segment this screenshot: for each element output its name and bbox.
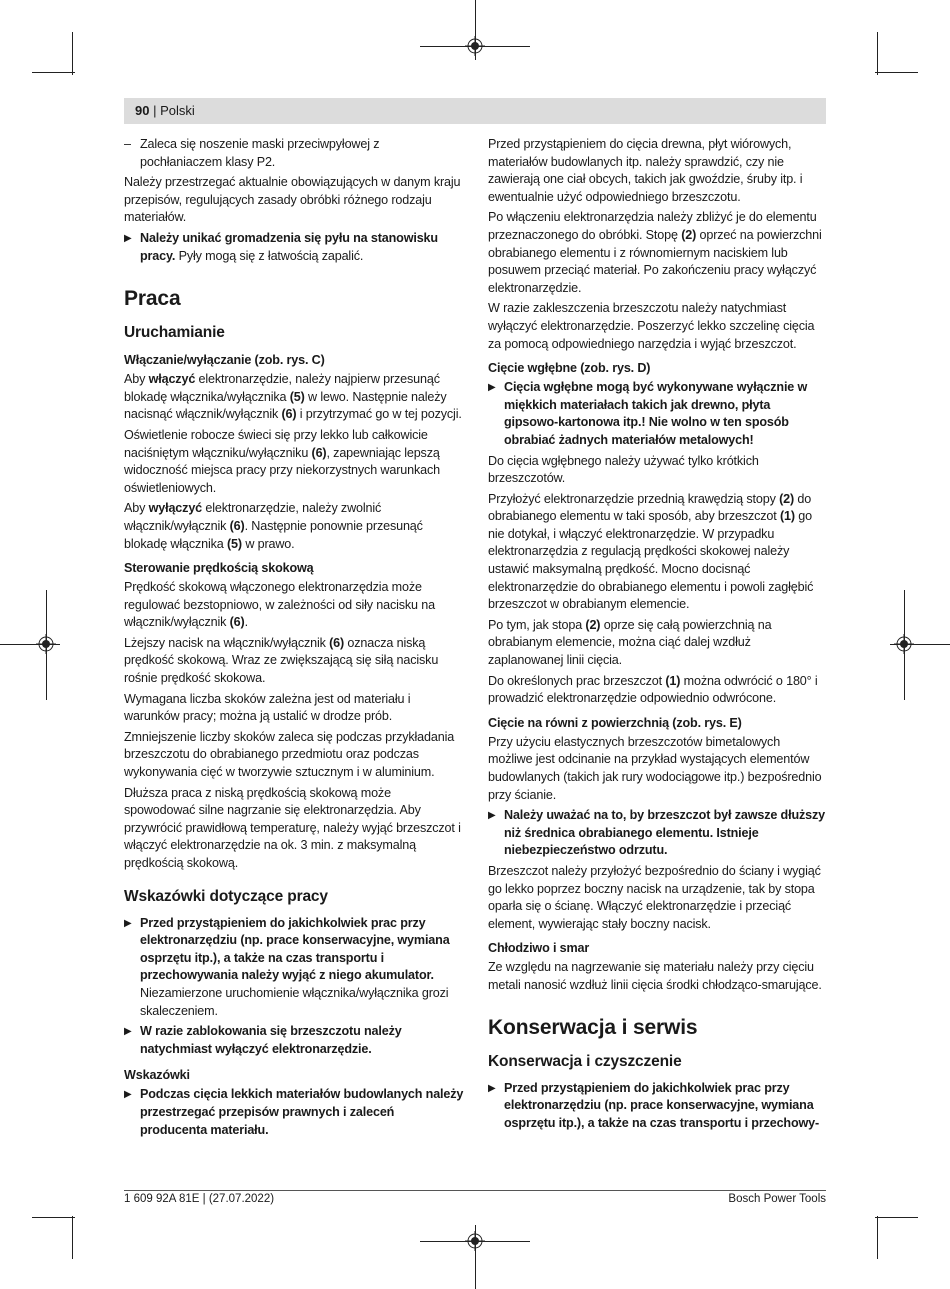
heading-wskazowki-pracy: Wskazówki dotyczące pracy bbox=[124, 887, 328, 905]
text-fragment: elektronarzędzie, należy najpierw przesunąć blokadę włącznika/wyłącznika bbox=[124, 372, 440, 404]
text-fragment: Do określonych prac brzeszczot bbox=[488, 673, 666, 688]
text-bold: włączyć bbox=[148, 372, 196, 387]
paragraph-long-work: Dłuższa praca z niską prędkością skokową może spowodować silne nagrzanie się elektronarzędzia. Aby przywrócić prawidłową temperaturę, należy wyjąć brzeszczot i włączyć elektronarzędzie na ok. 3 min. z maksymalną prędkością skokową. bbox=[124, 785, 461, 870]
text-fragment: można odwrócić o 180° i prowadzić elektronarzędzie odpowiednio odwrócone. bbox=[488, 673, 818, 706]
page-number: 90 bbox=[135, 103, 150, 118]
paragraph-reduce-strokes: Zmniejszenie liczby skoków zaleca się podczas przykładania brzeszczotu do obrabianego przedmiotu oraz podczas wykonywania cięć w tworzywie sztucznym i w aluminium. bbox=[124, 729, 455, 780]
warning-battery-text: Niezamierzone uruchomienie włącznika/wyłącznika grozi skaleczeniem. bbox=[140, 985, 449, 1018]
text-fragment: Oświetlenie robocze świeci się przy lekko lub całkowicie naciśniętym włączniku/wyłączniku bbox=[124, 427, 428, 460]
page-header bbox=[124, 98, 826, 124]
text-fragment: w lewo. Następnie należy nacisnąć włącznik/wyłącznik bbox=[124, 389, 447, 422]
ref-number: (2) bbox=[681, 227, 697, 242]
crop-mark-top-right-h bbox=[875, 72, 918, 73]
warning-blade-length-bold: Należy uważać na to, by brzeszczot był zawsze dłuższy niż średnica obrabianego elementu. Istnieje niebezpieczeństwo odrzutu. bbox=[504, 808, 825, 858]
paragraph-switch-off bbox=[124, 500, 464, 553]
warning-maintenance bbox=[488, 1080, 826, 1133]
warning-battery-bold: Przed przystąpieniem do jakichkolwiek prac przy elektronarzędziu (np. prace konserwacyjne, wymiana osprzętu itp.), a także na czas transportu i przechowywania należy wyjąć z niego akumulator. bbox=[140, 915, 450, 983]
warning-plunge bbox=[488, 379, 826, 449]
left-column bbox=[124, 136, 464, 1142]
text-fragment: Po tym, jak stopa bbox=[488, 617, 586, 632]
footer-doc-id: 1 609 92A 81E | (27.07.2022) bbox=[124, 1193, 275, 1205]
heading-wglebne: Cięcie wgłębne (zob. rys. D) bbox=[488, 361, 651, 376]
text-fragment: Aby bbox=[124, 372, 149, 387]
text-fragment: Lżejszy nacisk na włącznik/wyłącznik bbox=[124, 635, 330, 650]
ref-number: (2) bbox=[779, 491, 795, 506]
heading-uruchamianie: Uruchamianie bbox=[124, 324, 225, 342]
footer-brand: Bosch Power Tools bbox=[728, 1193, 826, 1205]
header-language: Polski bbox=[160, 103, 195, 118]
heading-wskazowki: Wskazówki bbox=[124, 1068, 190, 1083]
warning-light-materials-bold: Podczas cięcia lekkich materiałów budowlanych należy przestrzegać przepisów prawnych i zaleceń producenta materiału. bbox=[140, 1087, 464, 1137]
page-footer bbox=[124, 1190, 826, 1205]
warning-blade-jam-bold: W razie zablokowania się brzeszczotu należy natychmiast wyłączyć elektronarzędzie. bbox=[140, 1024, 402, 1056]
warning-dust bbox=[124, 230, 464, 265]
registration-line-left-h bbox=[0, 644, 60, 645]
ref-number: (1) bbox=[779, 509, 795, 524]
heading-sterowanie: Sterowanie prędkością skokową bbox=[124, 561, 314, 576]
text-bold: wyłączyć bbox=[148, 501, 203, 516]
ref-number: (1) bbox=[665, 673, 681, 688]
warning-light-materials bbox=[124, 1086, 464, 1139]
paragraph-jam: W razie zakleszczenia brzeszczotu należy natychmiast wyłączyć elektronarzędzie. Poszerzyć lekko szczelinę cięcia za pomocą odpowiedniego narzędzia i wyjąć brzeszczot. bbox=[488, 301, 815, 351]
text-fragment: do obrabianego elementu w taki sposób, aby brzeszczot bbox=[488, 491, 812, 524]
registration-line-left-v bbox=[46, 590, 47, 700]
registration-line-top-v bbox=[475, 0, 476, 60]
paragraph-switch-on bbox=[124, 371, 464, 424]
paragraph-flush: Przy użyciu elastycznych brzeszczotów bimetalowych możliwe jest odcinanie na przykład wystających elementów budowlanych (takich jak rury wodociągowe itp.) bezpośrednio przy ścianie. bbox=[488, 734, 822, 802]
registration-line-bottom-v bbox=[475, 1225, 476, 1289]
warning-blade-length bbox=[488, 807, 826, 860]
paragraph-plunge bbox=[488, 491, 826, 614]
registration-line-right-v bbox=[904, 590, 905, 700]
text-fragment: oprzeć na powierzchni obrabianego elementu i z równomiernym naciskiem lub posuwem przeciąć materiał. Po zakończeniu pracy wyłączyć elektronarzędzie. bbox=[488, 227, 822, 295]
paragraph-approach bbox=[488, 209, 826, 297]
paragraph-after-foot bbox=[488, 617, 826, 670]
ref-number: (6) bbox=[329, 635, 345, 650]
paragraph-work-light bbox=[124, 427, 464, 497]
heading-konserwacja: Konserwacja i serwis bbox=[488, 1015, 698, 1039]
text-fragment: Po włączeniu elektronarzędzia należy zbliżyć je do elementu przeznaczonego do obróbki. Stopę bbox=[488, 210, 817, 242]
crop-mark-bottom-right-h bbox=[875, 1217, 918, 1218]
text-fragment: . bbox=[244, 615, 248, 630]
paragraph-coolant: Ze względu na nagrzewanie się materiału należy przy cięciu metali nanosić wzdłuż linii cięcia środki chłodząco-smarujące. bbox=[488, 960, 822, 992]
text-fragment: , zapewniając lepszą widoczność miejsca pracy przy niekorzystnych warunkach oświetleniowych. bbox=[124, 445, 440, 495]
ref-number: (5) bbox=[289, 389, 305, 404]
ref-number: (6) bbox=[229, 518, 245, 533]
crop-mark-bottom-right-v bbox=[877, 1216, 878, 1259]
heading-praca: Praca bbox=[124, 287, 181, 311]
text-fragment: Przyłożyć elektronarzędzie przednią krawędzią stopy bbox=[488, 491, 780, 506]
ref-number: (2) bbox=[585, 617, 601, 632]
text-fragment: i przytrzymać go w tej pozycji. bbox=[296, 407, 462, 422]
ref-number: (5) bbox=[227, 536, 242, 551]
heading-rowni: Cięcie na równi z powierzchnią (zob. rys. E) bbox=[488, 715, 742, 730]
ref-number: (6) bbox=[311, 445, 327, 460]
heading-wlaczanie: Włączanie/wyłączanie (zob. rys. C) bbox=[124, 353, 325, 368]
header-separator: | bbox=[153, 103, 161, 118]
right-column bbox=[488, 136, 826, 1135]
paragraph-reverse bbox=[488, 673, 826, 708]
ref-number: (6) bbox=[281, 407, 297, 422]
warning-blade-jam bbox=[124, 1023, 464, 1058]
paragraph-before-cutting: Przed przystąpieniem do cięcia drewna, płyt wiórowych, materiałów budowlanych itp. należy sprawdzić, czy nie zawierają one ciał obcych, takich jak gwoździe, śruby itp. i ewentualnie użyć odpowiedniego brzeszczotu. bbox=[488, 137, 803, 204]
warning-dust-text: Pyły mogą się z łatwością zapalić. bbox=[175, 248, 364, 263]
crop-mark-top-left-v bbox=[72, 32, 73, 75]
registration-line-right-h bbox=[890, 644, 950, 645]
paragraph-required-strokes: Wymagana liczba skoków zależna jest od materiału i warunków pracy; można ją ustalić w drodze prób. bbox=[124, 691, 411, 724]
paragraph-regulations: Należy przestrzegać aktualnie obowiązujących w danym kraju przepisów, regulujących zasady obróbki różnego rodzaju materiałów. bbox=[124, 175, 461, 225]
text-fragment: . Następnie ponownie przesunąć blokadę włącznika bbox=[124, 518, 423, 551]
text-fragment: Prędkość skokową włączonego elektronarzędzia może regulować bezstopniowo, w zależności od siły nacisku na włącznik/wyłącznik bbox=[124, 580, 435, 630]
paragraph-speed bbox=[124, 579, 464, 632]
text-fragment: elektronarzędzie, należy zwolnić włącznik/wyłącznik bbox=[124, 501, 382, 533]
crop-mark-bottom-left-h bbox=[32, 1217, 75, 1218]
ref-number: (6) bbox=[229, 615, 245, 630]
paragraph-short-blades: Do cięcia wgłębnego należy używać tylko krótkich brzeszczotów. bbox=[488, 453, 759, 486]
paragraph-light-press bbox=[124, 635, 464, 688]
text-fragment: Aby bbox=[124, 501, 149, 516]
warning-battery bbox=[124, 915, 464, 1021]
text-fragment: w prawo. bbox=[241, 536, 295, 551]
warning-dust-bold: Należy unikać gromadzenia się pyłu na stanowisku pracy. bbox=[140, 230, 438, 263]
crop-mark-bottom-left-v bbox=[72, 1216, 73, 1259]
text-fragment: oprze się całą powierzchnią na obrabianym elemencie, można ciąć dalej wzdłuż zaplanowanej linii cięcia. bbox=[488, 617, 772, 668]
warning-maintenance-bold: Przed przystąpieniem do jakichkolwiek prac przy elektronarzędziu (np. prace konserwacyjne, wymiana osprzętu itp.), a także na czas transportu i przechowy- bbox=[504, 1080, 820, 1130]
paragraph-wall: Brzeszczot należy przyłożyć bezpośrednio do ściany i wygiąć go lekko poprzez boczny nacisk na urządzenie, tak by stopa oparła się o ścianę. Włączyć elektronarzędzie i przeciąć element, wywierając stały boczny nacisk. bbox=[488, 863, 821, 931]
text-fragment: go nie dotykał, i włączyć elektronarzędzie. W przypadku elektronarzędzia z regulacją prędkości skokowej należy ustawić maksymalną prędkość. Mocno docisnąć elektronarzędzie do obrabianego elementu i powoli zagłębić brzeszczot w obrabianym elemencie. bbox=[488, 509, 814, 612]
dash-item-mask: – Zaleca się noszenie maski przeciwpyłowej z pochłaniaczem klasy P2. bbox=[124, 136, 464, 171]
crop-mark-top-right-v bbox=[877, 32, 878, 75]
crop-mark-top-left-h bbox=[32, 72, 75, 73]
text-fragment: oznacza niską prędkość skokową. Wraz ze zwiększającą się siłą nacisku rośnie prędkość skokowa. bbox=[124, 635, 439, 686]
heading-chlodziwo: Chłodziwo i smar bbox=[488, 941, 590, 956]
warning-plunge-bold: Cięcia wgłębne mogą być wykonywane wyłącznie w miękkich materiałach takich jak drewno, płyta gipsowo-kartonowa itp.! Nie wolno w ten sposób obrabiać żadnych materiałów metalowych! bbox=[504, 380, 808, 447]
heading-czyszczenie: Konserwacja i czyszczenie bbox=[488, 1052, 682, 1070]
